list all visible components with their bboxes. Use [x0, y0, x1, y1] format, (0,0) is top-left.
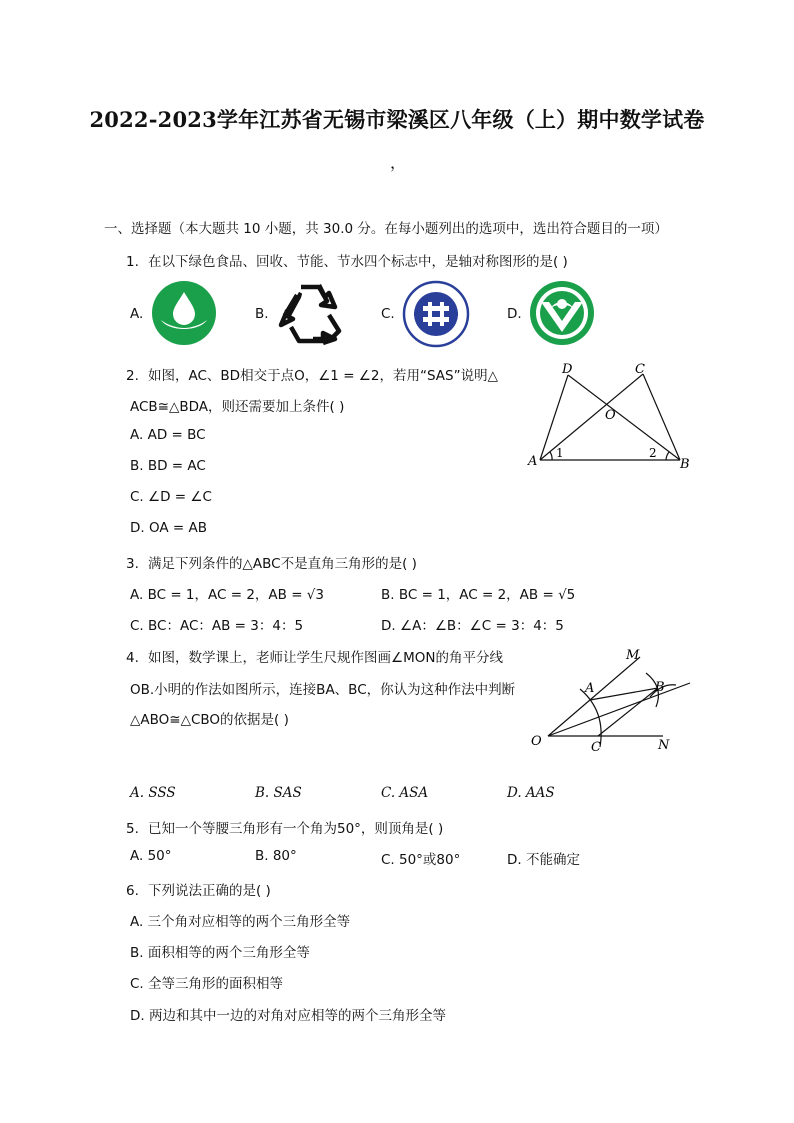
question-4-stem-line1: 4. 如图，数学课上，老师让学生尺规作图画∠MON的角平分线 — [126, 650, 503, 666]
q3-option-b: B. BC = 1，AC = 2，AB = √5 — [381, 587, 576, 603]
label-b: B — [680, 457, 690, 472]
question-5-stem: 5. 已知一个等腰三角形有一个角为50°，则顶角是( ) — [126, 821, 444, 837]
segment-db — [568, 375, 680, 460]
question-4-stem-line3: △ABO≅△CBO的依据是( ) — [130, 712, 289, 728]
angle-1-arc — [550, 452, 552, 460]
q2-option-c: C. ∠D = ∠C — [130, 489, 212, 505]
page-title: 2022-2023学年江苏省无锡市梁溪区八年级（上）期中数学试卷 — [89, 107, 705, 132]
label-b: B — [655, 680, 665, 695]
q2-triangle-figure — [525, 360, 695, 475]
q1-option-d-label: D. — [507, 306, 522, 322]
q2-option-d: D. OA = AB — [130, 520, 207, 536]
q2-option-b: B. BD = AC — [130, 458, 206, 474]
green-food-logo-icon — [151, 280, 217, 346]
q5-option-a: A. 50° — [130, 848, 172, 864]
q4-angle-bisector-figure — [528, 645, 698, 757]
label-o: O — [605, 408, 616, 423]
q5-option-d: D. 不能确定 — [507, 852, 580, 868]
section-heading: 一、选择题（本大题共 10 小题，共 30.0 分。在每小题列出的选项中，选出符合题目的一项） — [104, 221, 668, 237]
ray-ob — [548, 683, 690, 736]
q5-option-c: C. 50°或80° — [381, 852, 461, 868]
ray-om — [548, 657, 640, 736]
q4-option-a: A. SSS — [130, 785, 176, 801]
q3-option-c: C. BC：AC：AB = 3：4：5 — [130, 618, 304, 634]
label-a: A — [528, 454, 538, 469]
label-angle-2: 2 — [649, 446, 657, 460]
q2-option-a: A. AD = BC — [130, 427, 206, 443]
recycle-logo-icon — [277, 281, 343, 345]
water-saving-logo-icon — [529, 280, 595, 346]
segment-ad — [540, 375, 568, 460]
q6-option-a: A. 三个角对应相等的两个三角形全等 — [130, 914, 351, 930]
question-2-stem-line1: 2. 如图，AC、BD相交于点O，∠1 = ∠2，若用“SAS”说明△ — [126, 368, 498, 384]
q1-option-c-label: C. — [381, 306, 395, 322]
label-m: M — [626, 648, 640, 663]
question-4-stem-line2: OB.小明的作法如图所示，连接BA、BC，你认为这种作法中判断 — [130, 682, 516, 698]
label-o: O — [531, 734, 542, 749]
q5-option-b: B. 80° — [255, 848, 297, 864]
question-3-stem: 3. 满足下列条件的△ABC不是直角三角形的是( ) — [126, 556, 417, 572]
label-a: A — [585, 681, 595, 696]
question-1-stem: 1. 在以下绿色食品、回收、节能、节水四个标志中，是轴对称图形的是( ) — [126, 254, 568, 270]
q6-option-b: B. 面积相等的两个三角形全等 — [130, 945, 310, 961]
label-c: C — [635, 362, 645, 377]
energy-saving-logo-icon — [402, 280, 470, 348]
label-n: N — [658, 738, 670, 753]
q4-option-d: D. AAS — [507, 785, 555, 801]
segment-cb — [598, 688, 658, 736]
label-angle-1: 1 — [556, 446, 564, 460]
question-2-stem-line2: ACB≅△BDA，则还需要加上条件( ) — [130, 399, 345, 415]
question-6-stem: 6. 下列说法正确的是( ) — [126, 883, 271, 899]
q3-option-d: D. ∠A：∠B：∠C = 3：4：5 — [381, 618, 564, 634]
angle-2-arc — [666, 452, 669, 460]
q1-option-b-label: B. — [255, 306, 269, 322]
q6-option-d: D. 两边和其中一边的对角对应相等的两个三角形全等 — [130, 1008, 446, 1024]
label-c: C — [591, 740, 601, 755]
label-d: D — [562, 362, 573, 377]
q4-option-c: C. ASA — [381, 785, 429, 801]
page-subtitle: ， — [390, 153, 407, 172]
q6-option-c: C. 全等三角形的面积相等 — [130, 976, 284, 992]
q3-option-a: A. BC = 1，AC = 2，AB = √3 — [130, 587, 325, 603]
compass-arc-1 — [580, 689, 601, 747]
q4-option-b: B. SAS — [255, 785, 302, 801]
q1-option-a-label: A. — [130, 306, 144, 322]
